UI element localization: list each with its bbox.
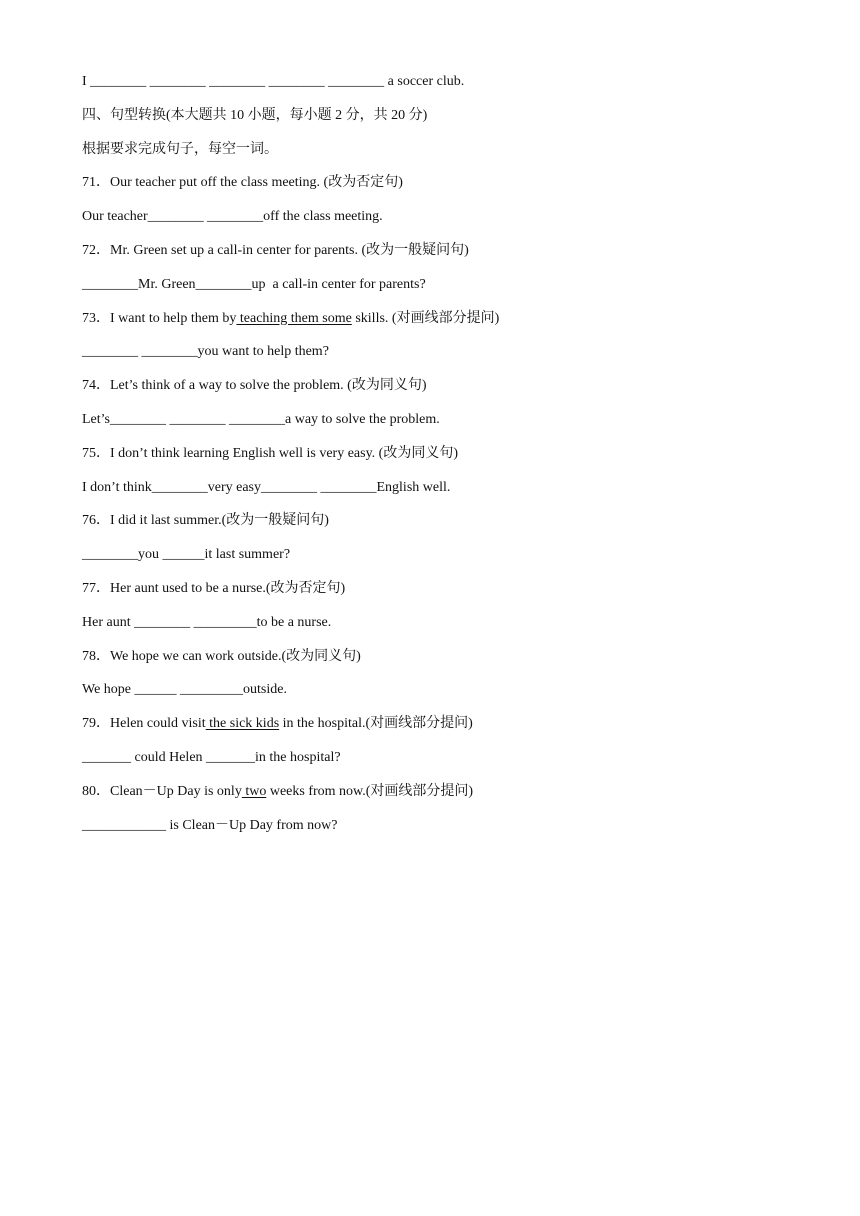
question-line — [82, 511, 782, 545]
question-line — [82, 444, 782, 478]
question-line — [82, 309, 782, 343]
line-text: 78．We hope we can work outside.(改为同义句) — [82, 648, 361, 664]
line-text: 73．I want to help them by — [82, 310, 237, 326]
line-text: Our teacher________ ________off the class meeting. — [82, 209, 383, 225]
question-line — [82, 241, 782, 275]
line-text: 76．I did it last summer.(改为一般疑问句) — [82, 513, 329, 529]
underlined-text: teaching them some — [236, 310, 352, 326]
section-heading — [82, 106, 782, 140]
line-text: Her aunt ________ _________to be a nurse. — [82, 614, 332, 630]
question-line — [82, 376, 782, 410]
line-text: 74．Let’s think of a way to solve the problem. (改为同义句) — [82, 378, 427, 394]
answer-line — [82, 613, 782, 647]
line-text: skills. (对画线部分提问) — [351, 310, 500, 326]
line-text: Let’s________ ________ ________a way to solve the problem. — [82, 411, 440, 427]
line-text: I don’t think________very easy________ ________English well. — [82, 479, 451, 495]
underlined-text: two — [241, 783, 267, 799]
question-line — [82, 173, 782, 207]
instruction-line — [82, 140, 782, 174]
answer-line — [82, 680, 782, 714]
line-text: 80．Clean－Up Day is only — [82, 783, 242, 799]
line-text: We hope ______ _________outside. — [82, 682, 287, 698]
line-text: 四、句型转换(本大题共 10 小题，每小题 2 分，共 20 分) — [82, 107, 428, 123]
question-line — [82, 782, 782, 816]
question-line — [82, 579, 782, 613]
answer-line — [82, 342, 782, 376]
worksheet-content — [82, 72, 782, 849]
line-text: 71．Our teacher put off the class meeting. (改为否定句) — [82, 175, 403, 191]
line-text: in the hospital.(对画线部分提问) — [279, 716, 473, 732]
line-text: 77．Her aunt used to be a nurse.(改为否定句) — [82, 580, 346, 596]
answer-line — [82, 748, 782, 782]
answer-line — [82, 72, 782, 106]
line-text: 75．I don’t think learning English well is very easy. (改为同义句) — [82, 445, 458, 461]
answer-line — [82, 816, 782, 850]
line-text: weeks from now.(对画线部分提问) — [266, 783, 474, 799]
answer-line — [82, 410, 782, 444]
answer-line — [82, 545, 782, 579]
line-text: 根据要求完成句子，每空一词。 — [82, 141, 278, 157]
underlined-text: the sick kids — [205, 716, 280, 732]
line-text: ________Mr. Green________up a call-in center for parents? — [82, 276, 426, 292]
line-text: ________ ________you want to help them? — [82, 344, 329, 360]
line-text: _______ could Helen _______in the hospital? — [82, 749, 341, 765]
question-line — [82, 647, 782, 681]
answer-line — [82, 478, 782, 512]
question-line — [82, 714, 782, 748]
line-text: ____________ is Clean－Up Day from now? — [82, 817, 338, 833]
line-text: ________you ______it last summer? — [82, 547, 291, 563]
line-text: I ________ ________ ________ ________ ________ a soccer club. — [82, 74, 465, 89]
line-text: 72．Mr. Green set up a call-in center for parents. (改为一般疑问句) — [82, 242, 469, 258]
line-text: 79．Helen could visit — [82, 716, 206, 732]
answer-line — [82, 207, 782, 241]
answer-line — [82, 275, 782, 309]
